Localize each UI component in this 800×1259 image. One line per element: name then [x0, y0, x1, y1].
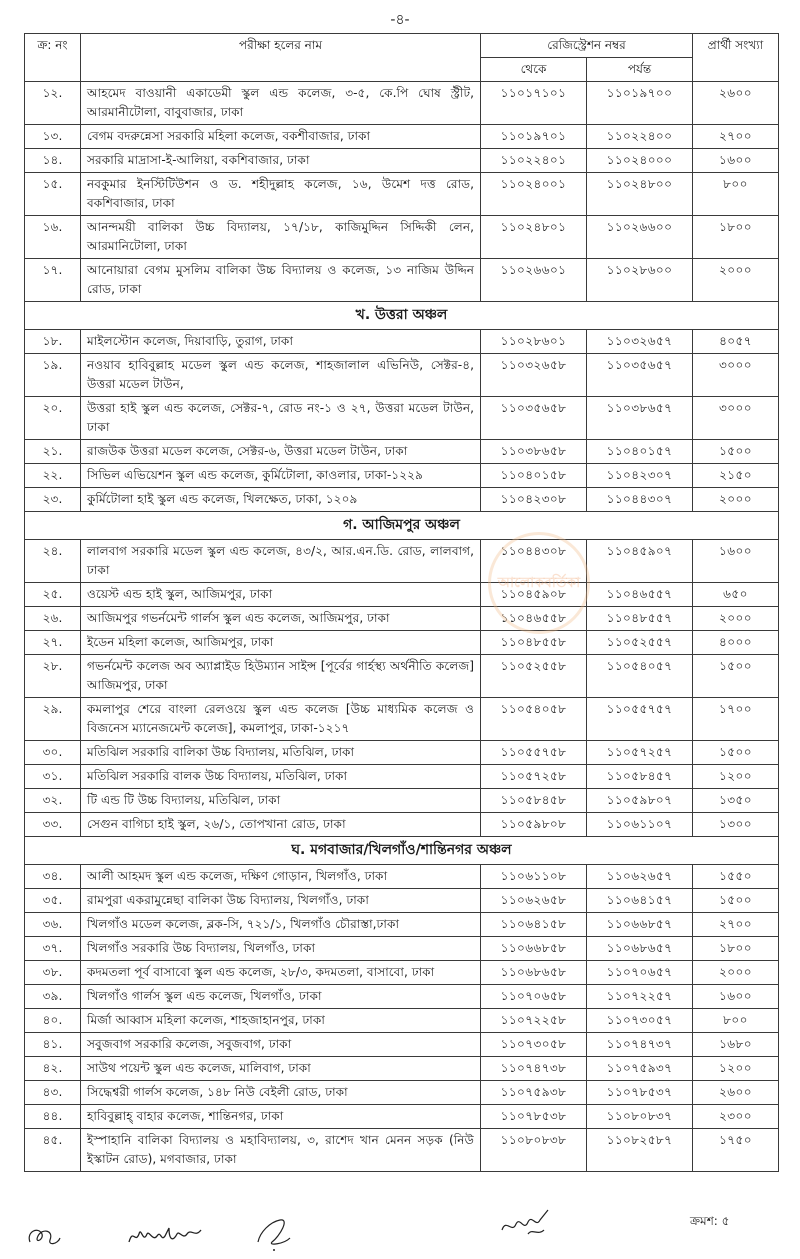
serial-cell: ২০.	[25, 397, 81, 440]
reg-from-cell: ১১০৬৪১৫৮	[481, 913, 587, 937]
reg-from-cell: ১১০২২৪০১	[481, 149, 587, 173]
reg-to-cell: ১১০৩৫৬৫৭	[587, 354, 693, 397]
reg-to-cell: ১১০৪৬৫৫৭	[587, 583, 693, 607]
reg-from-cell: ১১০৫৭২৫৮	[481, 765, 587, 789]
table-row	[25, 82, 779, 125]
table-row	[25, 865, 779, 889]
serial-cell: ৩৪.	[25, 865, 81, 889]
reg-from-cell: ১১০৬৮৬৫৮	[481, 961, 587, 985]
table-row	[25, 440, 779, 464]
reg-to-cell: ১১০৭৫৯৩৭	[587, 1057, 693, 1081]
candidate-count-cell: ২৬০০	[693, 82, 779, 125]
reg-from-cell: ১১০৪৪৩০৮	[481, 540, 587, 583]
reg-from-cell: ১১০৭৮৫৩৮	[481, 1105, 587, 1129]
reg-to-cell: ১১০৪২৩০৭	[587, 464, 693, 488]
reg-from-cell: ১১০৬৬৮৫৮	[481, 937, 587, 961]
table-row	[25, 765, 779, 789]
reg-to-cell: ১১০৬৮৬৫৭	[587, 937, 693, 961]
candidate-count-cell: ১৫০০	[693, 655, 779, 698]
table-row	[25, 889, 779, 913]
hall-name-cell: সিদ্ধেশ্বরী গার্লস কলেজ, ১৪৮ নিউ বেইলী রোড, ঢাকা	[81, 1081, 481, 1105]
header-to: পর্যন্ত	[587, 58, 693, 82]
serial-cell: ৪২.	[25, 1057, 81, 1081]
table-row	[25, 698, 779, 741]
candidate-count-cell: ৬৫০	[693, 583, 779, 607]
reg-from-cell: ১১০৩২৬৫৮	[481, 354, 587, 397]
serial-cell: ৪১.	[25, 1033, 81, 1057]
serial-cell: ২১.	[25, 440, 81, 464]
section-header-row	[25, 512, 779, 540]
candidate-count-cell: ৩০০০	[693, 354, 779, 397]
reg-to-cell: ১১০৭৮৫৩৭	[587, 1081, 693, 1105]
serial-cell: ১৪.	[25, 149, 81, 173]
hall-name-cell: নবকুমার ইনস্টিটিউশন ও ড. শহীদুল্লাহ কলেজ, ১৬, উমেশ দত্ত রোড, বকশিবাজার, ঢাকা	[81, 173, 481, 216]
candidate-count-cell: ১২০০	[693, 1057, 779, 1081]
serial-cell: ৩৬.	[25, 913, 81, 937]
serial-cell: ১৩.	[25, 125, 81, 149]
hall-name-cell: বেগম বদরুন্নেসা সরকারি মহিলা কলেজ, বকশীবাজার, ঢাকা	[81, 125, 481, 149]
reg-from-cell: ১১০৭৪৭৩৮	[481, 1057, 587, 1081]
reg-to-cell: ১১০৫৮৪৫৭	[587, 765, 693, 789]
serial-cell: ৪৪.	[25, 1105, 81, 1129]
candidate-count-cell: ২০০০	[693, 259, 779, 302]
candidate-count-cell: ১৮০০	[693, 937, 779, 961]
signature-mahfuz-icon	[125, 1220, 205, 1250]
serial-cell: ৩২.	[25, 789, 81, 813]
serial-cell: ৪৫.	[25, 1129, 81, 1172]
serial-cell: ৩৭.	[25, 937, 81, 961]
serial-cell: ১৯.	[25, 354, 81, 397]
reg-to-cell: ১১০৭০৬৫৭	[587, 961, 693, 985]
hall-name-cell: আজিমপুর গভর্নমেন্ট গার্লস স্কুল এন্ড কলেজ, আজিমপুর, ঢাকা	[81, 607, 481, 631]
serial-cell: ৩১.	[25, 765, 81, 789]
reg-from-cell: ১১০২৪০০১	[481, 173, 587, 216]
candidate-count-cell: ৪০০০	[693, 631, 779, 655]
table-row	[25, 741, 779, 765]
serial-cell: ১৮.	[25, 330, 81, 354]
table-row	[25, 125, 779, 149]
serial-cell: ২৭.	[25, 631, 81, 655]
candidate-count-cell: ৮০০	[693, 173, 779, 216]
reg-from-cell: ১১০৬১১০৮	[481, 865, 587, 889]
candidate-count-cell: ১৩৫০	[693, 789, 779, 813]
reg-from-cell: ১১০২৮৬০১	[481, 330, 587, 354]
reg-to-cell: ১১০২২৪০০	[587, 125, 693, 149]
reg-to-cell: ১১০২৪০০০	[587, 149, 693, 173]
hall-name-cell: খিলগাঁও সরকারি উচ্চ বিদ্যালয়, খিলগাঁও, ঢাকা	[81, 937, 481, 961]
header-from: থেকে	[481, 58, 587, 82]
header-candidates: প্রার্থী সংখ্যা	[693, 34, 779, 82]
reg-from-cell: ১১০৪০১৫৮	[481, 464, 587, 488]
candidate-count-cell: ১২০০	[693, 765, 779, 789]
hall-name-cell: কমলাপুর শেরে বাংলা রেলওয়ে স্কুল এন্ড কলেজ [উচ্চ মাধ্যমিক কলেজ ও বিজনেস ম্যানেজমেন্ট কলেজ], কমলাপুর, ঢাকা-১২১৭	[81, 698, 481, 741]
serial-cell: ১২.	[25, 82, 81, 125]
hall-name-cell: আনন্দময়ী বালিকা উচ্চ বিদ্যালয়, ১৭/১৮, কাজিমুদ্দিন সিদ্দিকী লেন, আরমানিটোলা, ঢাকা	[81, 216, 481, 259]
serial-cell: ২৪.	[25, 540, 81, 583]
continued-note: ক্রমশ: ৫	[690, 1214, 730, 1228]
watermark-logo: আলোকবর্তিকা	[488, 532, 590, 634]
reg-to-cell: ১১০৫৫৭৫৭	[587, 698, 693, 741]
reg-to-cell: ১১০২৮৬০০	[587, 259, 693, 302]
reg-to-cell: ১১০৭২২৫৭	[587, 985, 693, 1009]
serial-cell: ৩৯.	[25, 985, 81, 1009]
table-row	[25, 330, 779, 354]
hall-name-cell: উত্তরা হাই স্কুল এন্ড কলেজ, সেক্টর-৭, রোড নং-১ ও ২৭, উত্তরা মডেল টাউন, ঢাকা	[81, 397, 481, 440]
serial-cell: ২৬.	[25, 607, 81, 631]
reg-to-cell: ১১০৪৫৯০৭	[587, 540, 693, 583]
candidate-count-cell: ১৫৫০	[693, 865, 779, 889]
reg-to-cell: ১১০৭৩০৫৭	[587, 1009, 693, 1033]
serial-cell: ৪০.	[25, 1009, 81, 1033]
reg-to-cell: ১১০৪০১৫৭	[587, 440, 693, 464]
reg-to-cell: ১১০৬৪১৫৭	[587, 889, 693, 913]
table-row	[25, 813, 779, 837]
hall-name-cell: খিলগাঁও মডেল কলেজ, ব্লক-সি, ৭২১/১, খিলগাঁও চৌরাস্তা,ঢাকা	[81, 913, 481, 937]
serial-cell: ২৩.	[25, 488, 81, 512]
table-row	[25, 655, 779, 698]
serial-cell: ৪৩.	[25, 1081, 81, 1105]
section-title: ঘ. মগবাজার/খিলগাঁও/শান্তিনগর অঞ্চল	[25, 837, 779, 865]
table-row	[25, 583, 779, 607]
candidate-count-cell: ২০০০	[693, 961, 779, 985]
table-row	[25, 1081, 779, 1105]
section-title: খ. উত্তরা অঞ্চল	[25, 302, 779, 330]
signature-3-icon	[250, 1212, 300, 1252]
reg-from-cell: ১১০৫৪০৫৮	[481, 698, 587, 741]
candidate-count-cell: ১৫০০	[693, 741, 779, 765]
candidate-count-cell: ১৫০০	[693, 440, 779, 464]
hall-name-cell: ইডেন মহিলা কলেজ, আজিমপুর, ঢাকা	[81, 631, 481, 655]
hall-name-cell: মির্জা আব্বাস মহিলা কলেজ, শাহজাহানপুর, ঢাকা	[81, 1009, 481, 1033]
table-row	[25, 631, 779, 655]
hall-name-cell: আলী আহমদ স্কুল এন্ড কলেজ, দক্ষিণ গোড়ান, খিলগাঁও, ঢাকা	[81, 865, 481, 889]
table-row	[25, 464, 779, 488]
table-row	[25, 488, 779, 512]
reg-from-cell: ১১০৭৫৯৩৮	[481, 1081, 587, 1105]
reg-from-cell: ১১০৫৫৭৫৮	[481, 741, 587, 765]
reg-from-cell: ১১০৫২৫৫৮	[481, 655, 587, 698]
candidate-count-cell: ২০০০	[693, 488, 779, 512]
hall-name-cell: মাইলস্টোন কলেজ, দিয়াবাড়ি, তুরাগ, ঢাকা	[81, 330, 481, 354]
hall-name-cell: লালবাগ সরকারি মডেল স্কুল এন্ড কলেজ, ৪৩/২, আর.এন.ডি. রোড, লালবাগ, ঢাকা	[81, 540, 481, 583]
hall-name-cell: নওয়াব হাবিবুল্লাহ মডেল স্কুল এন্ড কলেজ, শাহজালাল এভিনিউ, সেক্টর-৪, উত্তরা মডেল টাউন,	[81, 354, 481, 397]
reg-from-cell: ১১০২৬৬০১	[481, 259, 587, 302]
reg-to-cell: ১১০৭৪৭৩৭	[587, 1033, 693, 1057]
reg-from-cell: ১১০১৯৭০১	[481, 125, 587, 149]
candidate-count-cell: ১৫০০	[693, 889, 779, 913]
candidate-count-cell: ২১৫০	[693, 464, 779, 488]
candidate-count-cell: ১৬০০	[693, 985, 779, 1009]
serial-cell: ৩৮.	[25, 961, 81, 985]
candidate-count-cell: ২৬০০	[693, 1081, 779, 1105]
hall-name-cell: সবুজবাগ সরকারি কলেজ, সবুজবাগ, ঢাকা	[81, 1033, 481, 1057]
serial-cell: ২৮.	[25, 655, 81, 698]
reg-from-cell: ১১০৪৫৯০৮	[481, 583, 587, 607]
hall-name-cell: রামপুরা একরামুন্নেছা বালিকা উচ্চ বিদ্যালয়, খিলগাঁও, ঢাকা	[81, 889, 481, 913]
table-row	[25, 259, 779, 302]
hall-name-cell: ইস্পাহানি বালিকা বিদ্যালয় ও মহাবিদ্যালয়, ৩, রাশেদ খান মেনন সড়ক (নিউ ইস্কাটন রোড), মগবাজার, ঢাকা	[81, 1129, 481, 1172]
candidate-count-cell: ১৬৮০	[693, 1033, 779, 1057]
hall-name-cell: গভর্নমেন্ট কলেজ অব অ্যাপ্লাইড হিউম্যান সাইন্স [পূর্বের গার্হস্থ্য অর্থনীতি কলেজ] আজিমপুর, ঢাকা	[81, 655, 481, 698]
reg-to-cell: ১১০৬৬৮৫৭	[587, 913, 693, 937]
reg-to-cell: ১১০৫২৫৫৭	[587, 631, 693, 655]
hall-name-cell: আনোয়ারা বেগম মুসলিম বালিকা উচ্চ বিদ্যালয় ও কলেজ, ১৩ নাজিম উদ্দিন রোড, ঢাকা	[81, 259, 481, 302]
table-row	[25, 913, 779, 937]
reg-from-cell: ১১০৪২৩০৮	[481, 488, 587, 512]
serial-cell: ৩৫.	[25, 889, 81, 913]
hall-name-cell: রাজউক উত্তরা মডেল কলেজ, সেক্টর-৬, উত্তরা মডেল টাউন, ঢাকা	[81, 440, 481, 464]
reg-to-cell: ১১০৫৯৮০৭	[587, 789, 693, 813]
reg-to-cell: ১১০৩৮৬৫৭	[587, 397, 693, 440]
reg-from-cell: ১১০৩৫৬৫৮	[481, 397, 587, 440]
reg-from-cell: ১১০৪৬৫৫৮	[481, 607, 587, 631]
hall-name-cell: সেগুন বাগিচা হাই স্কুল, ২৬/১, তোপখানা রোড, ঢাকা	[81, 813, 481, 837]
section-header-row	[25, 302, 779, 330]
candidate-count-cell: ২৩০০	[693, 1105, 779, 1129]
hall-name-cell: মতিঝিল সরকারি বালিকা উচ্চ বিদ্যালয়, মতিঝিল, ঢাকা	[81, 741, 481, 765]
header-hall-name: পরীক্ষা হলের নাম	[81, 34, 481, 82]
serial-cell: ১৭.	[25, 259, 81, 302]
section-title: গ. আজিমপুর অঞ্চল	[25, 512, 779, 540]
reg-from-cell: ১১০২৪৮০১	[481, 216, 587, 259]
hall-name-cell: খিলগাঁও গার্লস স্কুল এন্ড কলেজ, খিলগাঁও, ঢাকা	[81, 985, 481, 1009]
reg-to-cell: ১১০৪৪৩০৭	[587, 488, 693, 512]
reg-from-cell: ১১০৬২৬৫৮	[481, 889, 587, 913]
table-body	[25, 82, 779, 1172]
hall-name-cell: কদমতলা পূর্ব বাসাবো স্কুল এন্ড কলেজ, ২৮/৩, কদমতলা, বাসাবো, ঢাকা	[81, 961, 481, 985]
table-row	[25, 354, 779, 397]
reg-from-cell: ১১০৭০৬৫৮	[481, 985, 587, 1009]
candidate-count-cell: ১৭৫০	[693, 1129, 779, 1172]
table-row	[25, 149, 779, 173]
serial-cell: ২৯.	[25, 698, 81, 741]
hall-name-cell: আহমেদ বাওয়ানী একাডেমী স্কুল এন্ড কলেজ, ৩-৫, কে.পি ঘোষ স্ট্রীট, আরমানীটোলা, বাবুবাজার, ঢাকা	[81, 82, 481, 125]
candidate-count-cell: ১৭০০	[693, 698, 779, 741]
table-row	[25, 1057, 779, 1081]
reg-to-cell: ১১০২৪৮০০	[587, 173, 693, 216]
reg-to-cell: ১১০৫৭২৫৭	[587, 741, 693, 765]
table-row	[25, 1033, 779, 1057]
serial-cell: ৩৩.	[25, 813, 81, 837]
reg-from-cell: ১১০৮০৮৩৮	[481, 1129, 587, 1172]
reg-to-cell: ১১০৩২৬৫৭	[587, 330, 693, 354]
reg-to-cell: ১১০৬২৬৫৭	[587, 865, 693, 889]
candidate-count-cell: ১৬০০	[693, 149, 779, 173]
table-row	[25, 937, 779, 961]
candidate-count-cell: ৪০৫৭	[693, 330, 779, 354]
reg-to-cell: ১১০১৯৭০০	[587, 82, 693, 125]
table-row	[25, 540, 779, 583]
reg-from-cell: ১১০৫৮৪৫৮	[481, 789, 587, 813]
hall-name-cell: মতিঝিল সরকারি বালক উচ্চ বিদ্যালয়, মতিঝিল, ঢাকা	[81, 765, 481, 789]
candidate-count-cell: ২৭০০	[693, 125, 779, 149]
candidate-count-cell: ৩০০০	[693, 397, 779, 440]
table-row	[25, 216, 779, 259]
hall-name-cell: সিভিল এভিয়েশন স্কুল এন্ড কলেজ, কুর্মিটোলা, কাওলার, ঢাকা-১২২৯	[81, 464, 481, 488]
table-row	[25, 961, 779, 985]
table-row	[25, 607, 779, 631]
candidate-count-cell: ১৩০০	[693, 813, 779, 837]
reg-from-cell: ১১০৭২২৫৮	[481, 1009, 587, 1033]
candidate-count-cell: ১৬০০	[693, 540, 779, 583]
hall-name-cell: কুর্মিটোলা হাই স্কুল এন্ড কলেজ, খিলক্ষেত, ঢাকা, ১২০৯	[81, 488, 481, 512]
table-row	[25, 789, 779, 813]
serial-cell: ৩০.	[25, 741, 81, 765]
reg-from-cell: ১১০১৭১০১	[481, 82, 587, 125]
reg-from-cell: ১১০৩৮৬৫৮	[481, 440, 587, 464]
header-serial: ক্র: নং	[25, 34, 81, 82]
reg-to-cell: ১১০৬১১০৭	[587, 813, 693, 837]
table-row	[25, 397, 779, 440]
candidate-count-cell: ২৭০০	[693, 913, 779, 937]
table-row	[25, 173, 779, 216]
reg-from-cell: ১১০৭৩০৫৮	[481, 1033, 587, 1057]
table-row	[25, 1129, 779, 1172]
reg-from-cell: ১১০৫৯৮০৮	[481, 813, 587, 837]
signature-4-icon	[498, 1206, 558, 1240]
candidate-count-cell: ১৮০০	[693, 216, 779, 259]
table-row	[25, 985, 779, 1009]
hall-name-cell: হাবিবুল্লাহ্ বাহার কলেজ, শান্তিনগর, ঢাকা	[81, 1105, 481, 1129]
header-registration: রেজিস্ট্রেশন নম্বর	[481, 34, 693, 58]
serial-cell: ১৬.	[25, 216, 81, 259]
hall-name-cell: টি এন্ড টি উচ্চ বিদ্যালয়, মতিঝিল, ঢাকা	[81, 789, 481, 813]
section-header-row	[25, 837, 779, 865]
reg-to-cell: ১১০৮২৫৮৭	[587, 1129, 693, 1172]
serial-cell: ২২.	[25, 464, 81, 488]
signature-1-icon	[24, 1222, 64, 1252]
table-row	[25, 1009, 779, 1033]
candidate-count-cell: ৮০০	[693, 1009, 779, 1033]
hall-name-cell: ওয়েস্ট এন্ড হাই স্কুল, আজিমপুর, ঢাকা	[81, 583, 481, 607]
reg-from-cell: ১১০৪৮৫৫৮	[481, 631, 587, 655]
reg-to-cell: ১১০৪৮৫৫৭	[587, 607, 693, 631]
hall-name-cell: সরকারি মাদ্রাসা-ই-আলিয়া, বকশিবাজার, ঢাকা	[81, 149, 481, 173]
serial-cell: ১৫.	[25, 173, 81, 216]
serial-cell: ২৫.	[25, 583, 81, 607]
reg-to-cell: ১১০৫৪০৫৭	[587, 655, 693, 698]
reg-to-cell: ১১০২৬৬০০	[587, 216, 693, 259]
reg-to-cell: ১১০৮০৮৩৭	[587, 1105, 693, 1129]
exam-hall-table	[24, 33, 779, 1172]
hall-name-cell: সাউথ পয়েন্ট স্কুল এন্ড কলেজ, মালিবাগ, ঢাকা	[81, 1057, 481, 1081]
candidate-count-cell: ২০০০	[693, 607, 779, 631]
page-number: -৪-	[390, 12, 410, 28]
table-row	[25, 1105, 779, 1129]
